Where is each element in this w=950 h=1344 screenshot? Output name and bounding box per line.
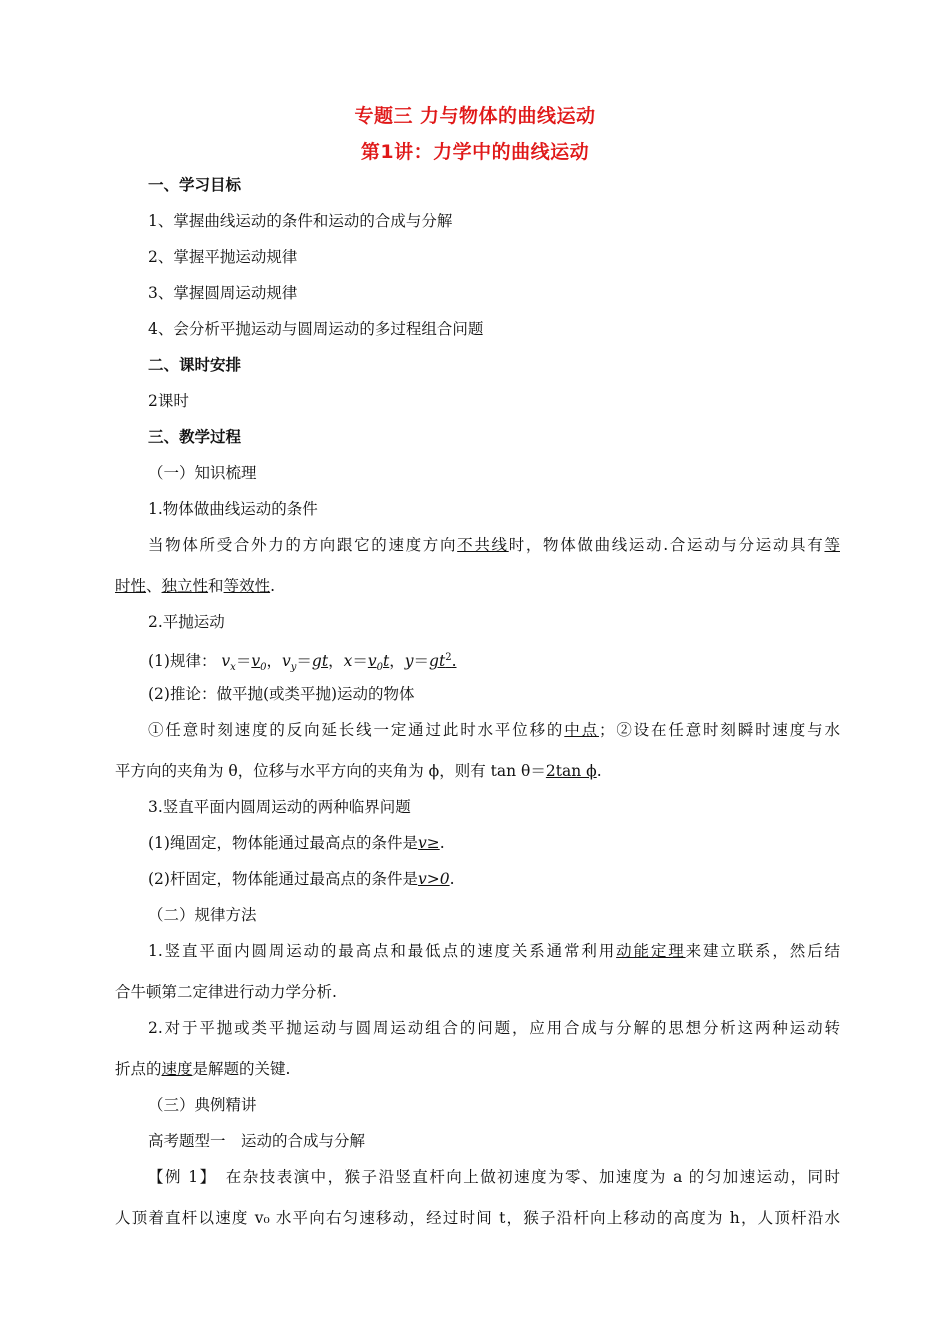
knowledge-3-rope: (1)绳固定，物体能通过最高点的条件是v≥. bbox=[148, 834, 445, 852]
section-heading-schedule: 二、课时安排 bbox=[148, 356, 242, 374]
method-1-line-2: 合牛顿第二定律进行动力学分析. bbox=[115, 983, 337, 1001]
knowledge-2-point-line-1: ①任意时刻速度的反向延长线一定通过此时水平位移的中点；②设在任意时刻瞬时速度与水 bbox=[148, 721, 840, 739]
example-1-line-2: 人顶着直杆以速度 v₀ 水平向右匀速移动，经过时间 t，猴子沿杆向上移动的高度为 h，人顶杆沿水 bbox=[115, 1209, 840, 1227]
method-1-line-1: 1.竖直平面内圆周运动的最高点和最低点的速度关系通常利用动能定理来建立联系，然后结 bbox=[148, 942, 840, 960]
goal-item-1: 1、掌握曲线运动的条件和运动的合成与分解 bbox=[148, 212, 453, 230]
section-heading-process: 三、教学过程 bbox=[148, 428, 242, 446]
knowledge-2-point-line-2: 平方向的夹角为 θ，位移与水平方向的夹角为 ϕ，则有 tan θ＝2tan ϕ. bbox=[115, 762, 602, 780]
section-heading-goals: 一、学习目标 bbox=[148, 176, 242, 194]
knowledge-1-title: 1.物体做曲线运动的条件 bbox=[148, 500, 318, 518]
lecture-title: 第1讲：力学中的曲线运动 bbox=[360, 141, 590, 163]
goal-item-4: 4、会分析平抛运动与圆周运动的多过程组合问题 bbox=[148, 320, 484, 338]
knowledge-3-title: 3.竖直平面内圆周运动的两种临界问题 bbox=[148, 798, 411, 816]
goal-item-3: 3、掌握圆周运动规律 bbox=[148, 284, 298, 302]
goal-item-2: 2、掌握平抛运动规律 bbox=[148, 248, 298, 266]
knowledge-2-rule: (1)规律： $v_x=v_0$，$v_y=gt$，$x=v_0t$，$y=gt^2$. bbox=[148, 652, 457, 674]
method-2-line-1: 2.对于平抛或类平抛运动与圆周运动组合的问题，应用合成与分解的思想分析这两种运动转 bbox=[148, 1019, 840, 1037]
class-hours: 2课时 bbox=[148, 392, 189, 410]
knowledge-3-rod: (2)杆固定，物体能通过最高点的条件是v>0. bbox=[148, 870, 455, 888]
subsection-knowledge: （一）知识梳理 bbox=[148, 464, 257, 482]
knowledge-2-title: 2.平抛运动 bbox=[148, 613, 225, 631]
example-1-line-1: 【例 1】 在杂技表演中，猴子沿竖直杆向上做初速度为零、加速度为 a 的匀加速运动，同时 bbox=[148, 1168, 840, 1186]
topic-title: 专题三 力与物体的曲线运动 bbox=[354, 105, 596, 127]
knowledge-1-line-1: 当物体所受合外力的方向跟它的速度方向不共线时，物体做曲线运动.合运动与分运动具有等 bbox=[148, 536, 840, 554]
method-2-line-2: 折点的速度是解题的关键. bbox=[115, 1060, 291, 1078]
knowledge-2-inference: (2)推论：做平抛(或类平抛)运动的物体 bbox=[148, 685, 415, 703]
subsection-methods: （二）规律方法 bbox=[148, 906, 257, 924]
subsection-examples: （三）典例精讲 bbox=[148, 1096, 257, 1114]
knowledge-1-line-2: 时性、独立性和等效性. bbox=[115, 577, 276, 595]
exam-type-1: 高考题型一 运动的合成与分解 bbox=[148, 1132, 366, 1150]
